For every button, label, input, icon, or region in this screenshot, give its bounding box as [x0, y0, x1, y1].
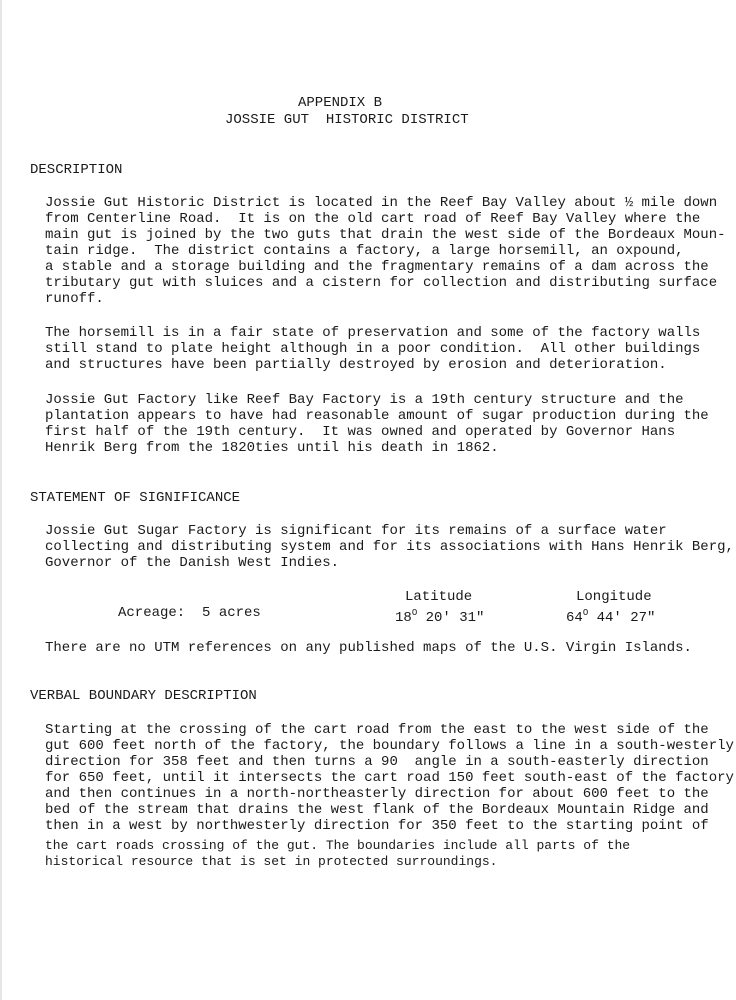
latitude-value	[395, 605, 484, 626]
text-line: Jossie Gut Sugar Factory is significant for its remains of a surface water	[45, 523, 667, 539]
text-line: for 650 feet, until it intersects the cart road 150 feet south-east of the factory	[45, 770, 734, 786]
text-line: still stand to plate height although in a poor condition. All other buildings	[45, 341, 701, 357]
text-line: Jossie Gut Factory like Reef Bay Factory is a 19th century structure and the	[45, 392, 684, 408]
description-heading: DESCRIPTION	[30, 162, 123, 178]
boundary-heading: VERBAL BOUNDARY DESCRIPTION	[30, 688, 257, 704]
text-line: Starting at the crossing of the cart road from the east to the west side of the	[45, 722, 709, 738]
text-line: tain ridge. The district contains a factory, a large horsemill, an oxpound,	[45, 243, 684, 259]
text-line: gut 600 feet north of the factory, the boundary follows a line in a south-westerly	[45, 738, 734, 754]
latitude-minutes-seconds: 20' 31"	[417, 610, 485, 626]
text-line: then in a west by northwesterly direction for 350 feet to the starting point of	[45, 818, 709, 834]
acreage-value: Acreage: 5 acres	[118, 605, 261, 621]
text-line: Governor of the Danish West Indies.	[45, 555, 340, 571]
text-line: bed of the stream that drains the west flank of the Bordeaux Mountain Ridge and	[45, 802, 709, 818]
text-line: and structures have been partially destroyed by erosion and deterioration.	[45, 357, 667, 373]
latitude-degrees: 18	[395, 610, 412, 626]
text-line: historical resource that is set in protected surroundings.	[45, 854, 498, 869]
text-line: first half of the 19th century. It was owned and operated by Governor Hans	[45, 424, 676, 440]
text-line: main gut is joined by the two guts that drain the west side of the Bordeaux Moun-	[45, 227, 726, 243]
text-line: the cart roads crossing of the gut. The boundaries include all parts of the	[45, 838, 631, 853]
text-line: a stable and a storage building and the fragmentary remains of a dam across the	[45, 259, 709, 275]
scan-edge	[0, 0, 2, 1000]
text-line: from Centerline Road. It is on the old cart road of Reef Bay Valley where the	[45, 211, 701, 227]
degree-mark: O	[582, 608, 589, 618]
text-line: plantation appears to have had reasonable amount of sugar production during the	[45, 408, 709, 424]
latitude-label: Latitude	[405, 589, 473, 605]
text-line: runoff.	[45, 291, 104, 307]
utm-note: There are no UTM references on any published maps of the U.S. Virgin Islands.	[45, 640, 692, 656]
text-line: Henrik Berg from the 1820ties until his death in 1862.	[45, 440, 499, 456]
page-title: JOSSIE GUT HISTORIC DISTRICT	[225, 112, 469, 128]
text-line: Jossie Gut Historic District is located in the Reef Bay Valley about ½ mile down	[45, 195, 718, 211]
degree-mark: O	[411, 608, 418, 618]
text-line: direction for 358 feet and then turns a 90 angle in a south-easterly direction	[45, 754, 709, 770]
longitude-minutes-seconds: 44' 27"	[588, 610, 656, 626]
text-line: collecting and distributing system and for its associations with Hans Henrik Berg,	[45, 539, 734, 555]
appendix-label: APPENDIX B	[298, 95, 383, 111]
longitude-degrees: 64	[566, 610, 583, 626]
longitude-value	[566, 605, 655, 626]
text-line: The horsemill is in a fair state of preservation and some of the factory walls	[45, 325, 701, 341]
text-line: and then continues in a north-northeasterly direction for about 600 feet to the	[45, 786, 709, 802]
text-line: tributary gut with sluices and a cistern for collection and distributing surface	[45, 275, 718, 291]
longitude-label: Longitude	[576, 589, 652, 605]
significance-heading: STATEMENT OF SIGNIFICANCE	[30, 490, 241, 506]
